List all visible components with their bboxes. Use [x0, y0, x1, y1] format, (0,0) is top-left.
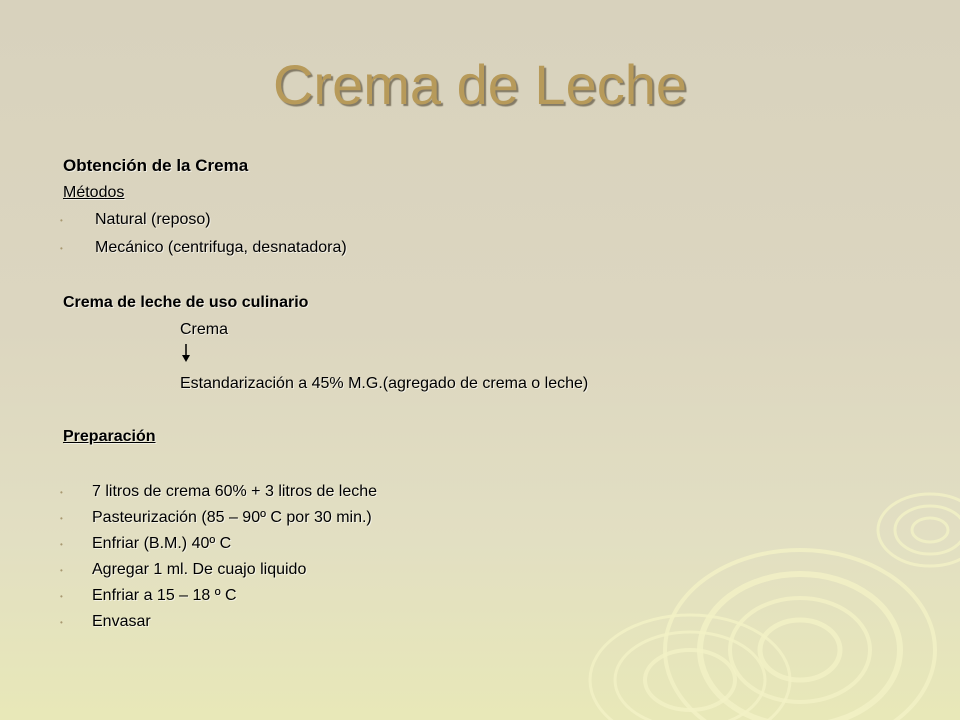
bullet-icon: •: [60, 488, 63, 497]
down-arrow-icon: [179, 343, 193, 363]
bullet-icon: •: [60, 244, 63, 253]
preparation-step: Envasar: [92, 613, 151, 630]
bullet-icon: •: [60, 592, 63, 601]
preparation-step: Enfriar (B.M.) 40º C: [92, 535, 232, 552]
preparation-step: Pasteurización (85 – 90º C por 30 min.): [92, 509, 372, 526]
method-item: Mecánico (centrifuga, desnatadora): [95, 239, 347, 256]
preparation-heading: Preparación: [63, 428, 156, 445]
methods-label: Métodos: [63, 184, 125, 201]
process-end: Estandarización a 45% M.G.(agregado de crema o leche): [180, 375, 589, 392]
preparation-step: Agregar 1 ml. De cuajo liquido: [92, 561, 307, 578]
slide-title: Crema de Leche: [272, 53, 687, 116]
bullet-icon: •: [60, 566, 63, 575]
preparation-step: Enfriar a 15 – 18 º C: [92, 587, 237, 604]
bullet-icon: •: [60, 216, 63, 225]
bullet-icon: •: [60, 618, 63, 627]
method-item: Natural (reposo): [95, 211, 211, 228]
bullet-icon: •: [60, 514, 63, 523]
bullet-icon: •: [60, 540, 63, 549]
section-title: Obtención de la Crema: [63, 156, 249, 175]
process-start: Crema: [180, 321, 229, 338]
preparation-step: 7 litros de crema 60% + 3 litros de leche: [92, 483, 378, 500]
culinary-heading: Crema de leche de uso culinario: [63, 294, 309, 311]
